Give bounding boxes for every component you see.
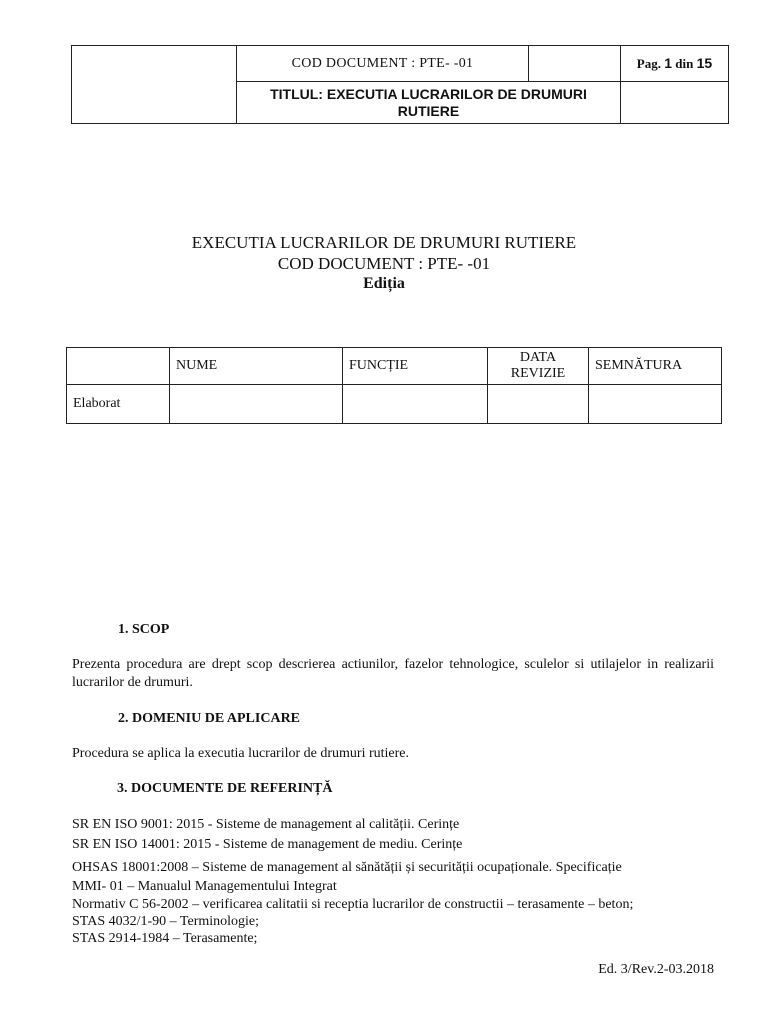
column-header-semnatura: SEMNĂTURA	[589, 348, 722, 385]
semnatura-cell	[589, 385, 722, 424]
document-title-cell	[237, 82, 621, 124]
empty-cell	[529, 46, 621, 82]
signature-table	[66, 347, 722, 424]
data-cell	[488, 385, 589, 424]
page-number-cell	[621, 46, 729, 82]
page-din: din	[675, 56, 694, 71]
reference-item: Normativ C 56-2002 – verificarea calitatii si receptia lucrarilor de constructii – terasamente – beton;	[72, 897, 634, 912]
reference-item: SR EN ISO 9001: 2015 - Sisteme de management al calității. Cerințe	[72, 817, 460, 832]
section-heading-domeniu: 2. DOMENIU DE APLICARE	[118, 711, 301, 726]
cod-document-cell: COD DOCUMENT : PTE- -01	[237, 46, 529, 82]
row-label: Elaborat	[67, 385, 170, 424]
document-header-table	[71, 45, 729, 124]
section-heading-documente: 3. DOCUMENTE DE REFERINȚĂ	[117, 781, 333, 796]
column-header-functie: FUNCȚIE	[343, 348, 488, 385]
reference-item: STAS 2914-1984 – Terasamente;	[72, 931, 258, 946]
page-total: 15	[696, 55, 713, 71]
column-header-data-revizie: DATA REVIZIE	[488, 348, 589, 385]
section-heading-scop: 1. SCOP	[118, 622, 170, 637]
edition-label: Ediția	[363, 275, 405, 292]
section-text-domeniu: Procedura se aplica la executia lucrarilor de drumuri rutiere.	[72, 746, 410, 761]
column-header	[67, 348, 170, 385]
column-header-nume: NUME	[170, 348, 343, 385]
page-prefix: Pag.	[636, 56, 661, 71]
page-current: 1	[664, 55, 673, 71]
reference-item: MMI- 01 – Manualul Managementului Integrat	[72, 879, 337, 894]
main-cod-document: COD DOCUMENT : PTE- -01	[277, 254, 491, 273]
main-title: EXECUTIA LUCRARILOR DE DRUMURI RUTIERE	[191, 233, 577, 252]
reference-item: STAS 4032/1-90 – Terminologie;	[72, 914, 260, 929]
table-header-row	[67, 348, 722, 385]
empty-cell	[621, 82, 729, 124]
reference-item: SR EN ISO 14001: 2015 - Sisteme de management de mediu. Cerințe	[72, 837, 463, 852]
logo-cell	[72, 46, 237, 124]
functie-cell	[343, 385, 488, 424]
section-text-scop: Prezenta procedura are drept scop descrierea actiunilor, fazelor tehnologice, sculelor si utilajelor in realizarii lucrarilor de drumuri.	[72, 657, 714, 690]
nume-cell	[170, 385, 343, 424]
edition-footer: Ed. 3/Rev.2-03.2018	[598, 962, 714, 977]
document-title: TITLUL: EXECUTIA LUCRARILOR DE DRUMURI RUTIERE	[270, 85, 587, 119]
reference-item: OHSAS 18001:2008 – Sisteme de management al sănătății și securității ocupaționale. Specificație	[72, 860, 622, 875]
table-row	[67, 385, 722, 424]
